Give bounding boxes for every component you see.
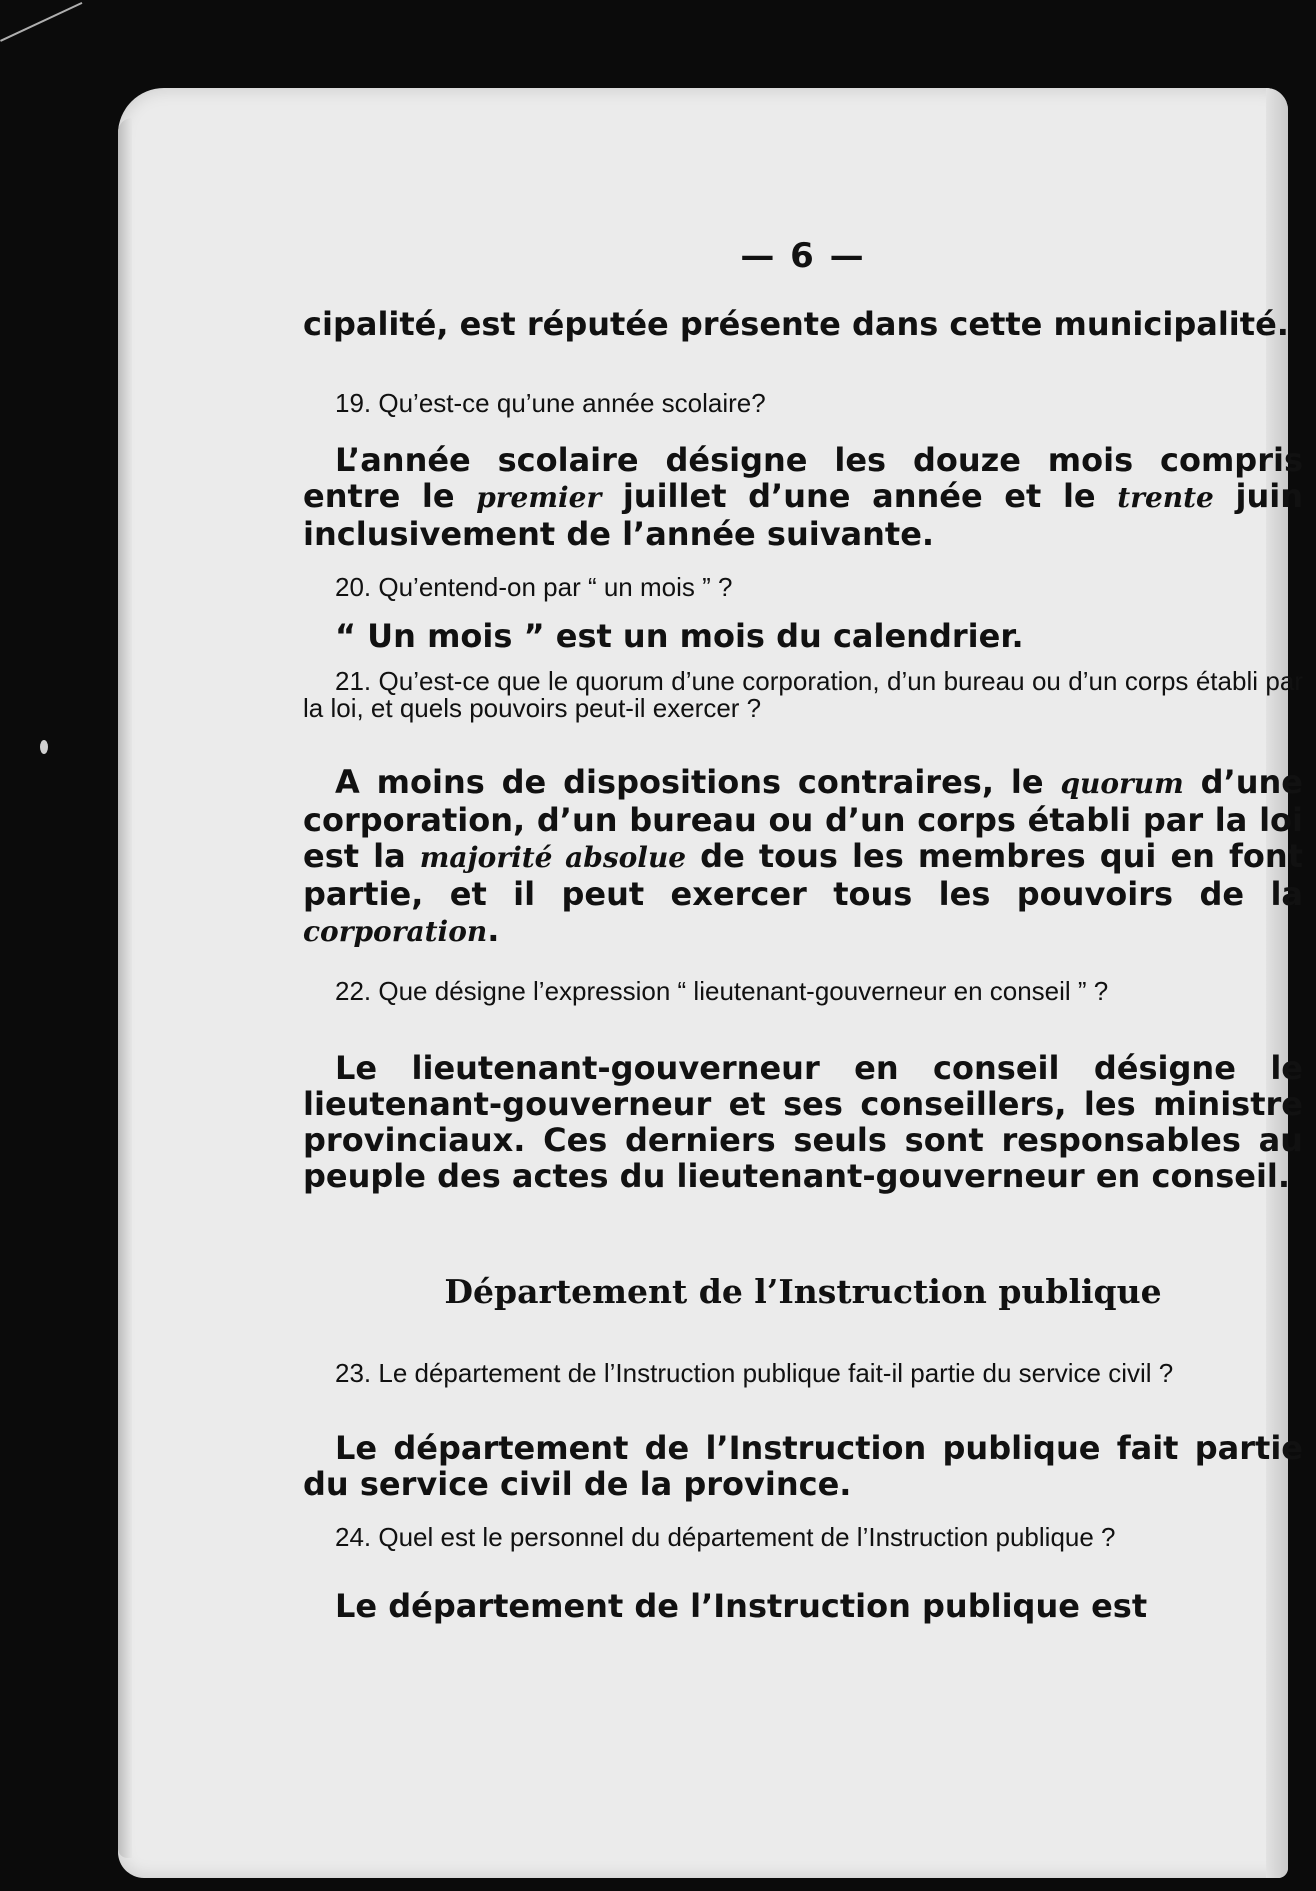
answer-19-text-1: L’année scolaire désigne les douze mois compris entre le <box>303 441 1303 515</box>
question-21: 21. Qu’est-ce que le quorum d’une corporation, d’un bureau ou d’un corps établi par la loi, et quels pouvoirs peut-il exercer ? <box>303 666 1303 723</box>
section-heading: Département de l’Instruction publique <box>444 1272 1162 1311</box>
answer-24: Le département de l’Instruction publique est <box>335 1587 1148 1625</box>
answer-19-italic-trente: trente <box>1117 481 1214 514</box>
answer-19-text-2: juillet d’une année et le <box>601 477 1118 515</box>
page-number: — 6 — <box>740 236 866 276</box>
answer-21-text-3: de tous les membres qui en font partie, et il peut exercer tous les pouvoirs de la <box>303 837 1303 913</box>
answer-19 <box>303 442 1303 552</box>
question-19: 19. Qu’est-ce qu’une année scolaire? <box>335 388 766 418</box>
torn-corner-mark <box>0 2 108 96</box>
answer-21-text-1: A moins de dispositions contraires, le <box>335 763 1061 801</box>
answer-19-italic-premier: premier <box>476 481 602 514</box>
question-20: 20. Qu’entend-on par “ un mois ” ? <box>335 572 733 602</box>
book-page <box>118 88 1304 1878</box>
answer-21-text-2: d’une corporation, d’un bureau ou d’un corps établi par la loi est la <box>303 763 1304 875</box>
answer-21-italic-majorite: majorité absolue <box>419 841 687 874</box>
margin-spot <box>40 740 48 754</box>
answer-20: “ Un mois ” est un mois du calendrier. <box>335 617 1024 655</box>
question-24: 24. Quel est le personnel du département de l’Instruction publique ? <box>335 1522 1116 1552</box>
answer-21-italic-quorum: quorum <box>1060 767 1184 800</box>
answer-19-text-3: juin inclusivement de l’année suivante. <box>303 477 1304 553</box>
paragraph-continuation: cipalité, est réputée présente dans cette municipalité. <box>303 305 1289 343</box>
answer-22: Le lieutenant-gouverneur en conseil désigne le lieutenant-gouverneur et ses conseillers, les ministre provinciaux. Ces derniers seuls sont responsables au peuple des actes du lieutenant-gouverneur en conseil. <box>303 1049 1303 1195</box>
page-binding-edge <box>118 118 132 1858</box>
answer-21 <box>303 764 1303 950</box>
answer-21-italic-corporation: corporation <box>303 915 488 948</box>
answer-23: Le département de l’Instruction publique fait partie du service civil de la province. <box>303 1429 1303 1503</box>
question-22: 22. Que désigne l’expression “ lieutenant-gouverneur en conseil ” ? <box>335 976 1109 1006</box>
answer-21-text-4: . <box>487 911 500 949</box>
question-23: 23. Le département de l’Instruction publique fait-il partie du service civil ? <box>335 1358 1174 1388</box>
